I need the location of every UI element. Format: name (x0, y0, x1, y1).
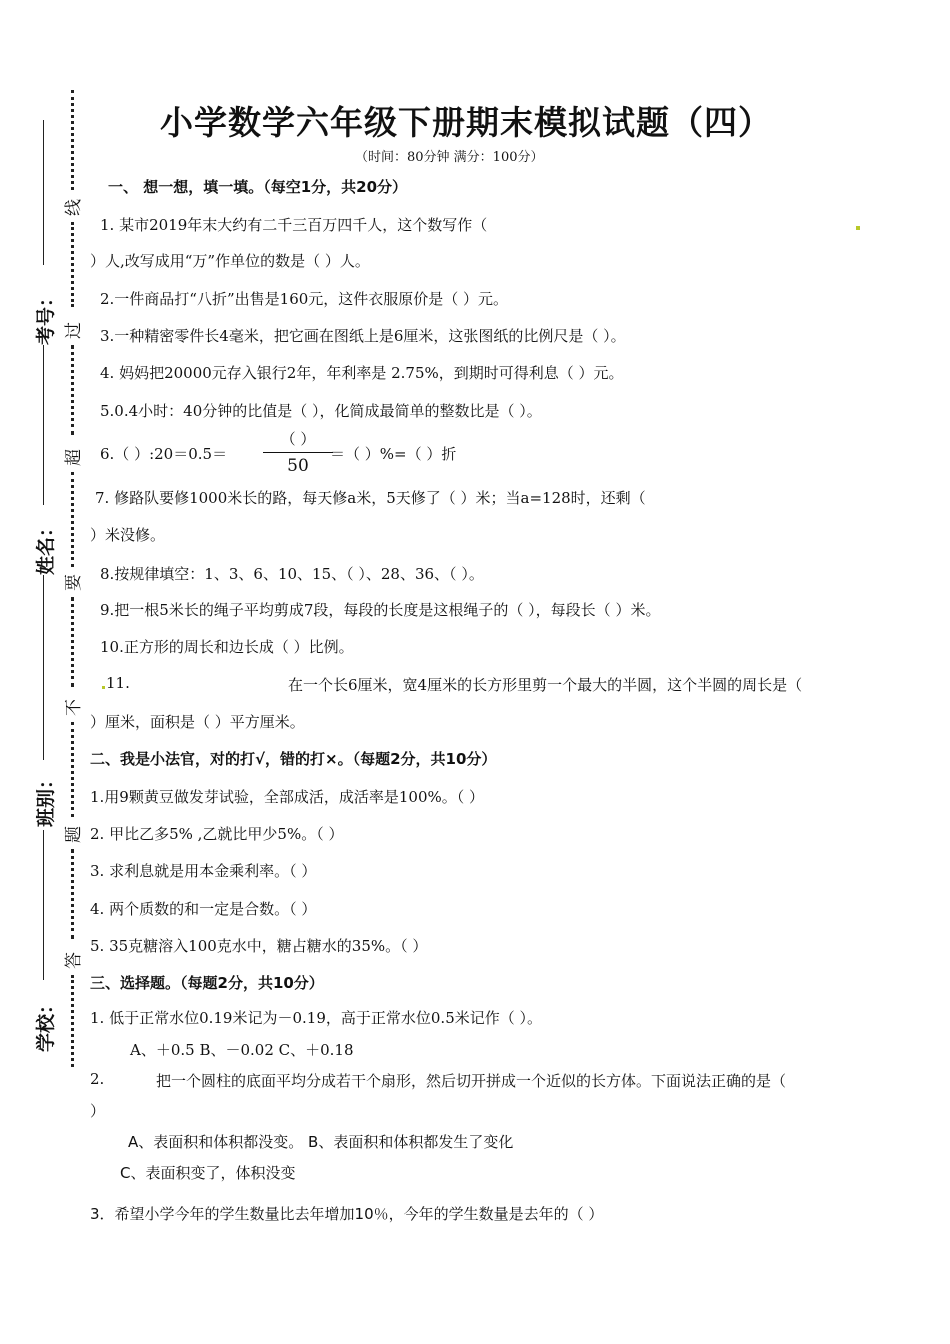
seal-char: 超 (64, 449, 84, 466)
page-title: 小学数学六年级下册期末模拟试题（四） (160, 103, 772, 142)
choice-question-1-options: A、＋0.5 B、－0.02 C、＋0.18 (130, 1041, 354, 1059)
seal-dotted-line-1 (71, 90, 74, 190)
seal-char: 过 (64, 322, 84, 339)
seal-dotted-line-5 (71, 597, 74, 687)
school-label: 学校： (35, 994, 58, 1053)
question-6-left: 6.（ ）:20＝0.5＝ (100, 445, 228, 463)
choice-question-2-option-c: C、表面积变了，体积没变 (120, 1164, 296, 1182)
decorative-dot (102, 686, 105, 689)
seal-char: 题 (64, 826, 84, 843)
question-9: 9.把一根5米长的绳子平均剪成7段，每段的长度是这根绳子的（ ），每段长（ ）米。 (100, 601, 661, 619)
question-11-line-2: ）厘米，面积是（ ）平方厘米。 (90, 713, 305, 731)
question-3: 3.一种精密零件长4毫米，把它画在图纸上是6厘米，这张图纸的比例尺是（ ）。 (100, 327, 626, 345)
question-7-line-2: ）米没修。 (90, 526, 166, 544)
name-label: 姓名： (35, 517, 58, 576)
question-11-number: 11. (106, 674, 130, 692)
question-2: 2.一件商品打“八折”出售是160元，这件衣服原价是（ ）元。 (100, 290, 509, 308)
margin-line-1 (43, 120, 44, 265)
choice-question-2-number: 2. (90, 1070, 105, 1088)
question-8: 8.按规律填空：1、3、6、10、15、（ ）、28、36、（ ）。 (100, 565, 484, 583)
section-2-heading: 二、我是小法官，对的打√，错的打×。（每题2分，共10分） (90, 750, 497, 768)
class-label: 班别： (35, 769, 58, 828)
fraction-denominator: 50 (287, 456, 309, 476)
question-6-right: ＝（ ）%=（ ）折 (330, 445, 457, 463)
question-5: 5.0.4小时：40分钟的比值是（ ），化简成最简单的整数比是（ ）。 (100, 402, 542, 420)
seal-char: 不 (64, 699, 84, 716)
seal-char: 答 (64, 952, 84, 969)
seal-dotted-line-2 (71, 222, 74, 307)
question-11-line-1: 在一个长6厘米，宽4厘米的长方形里剪一个最大的半圆，这个半圆的周长是（ (288, 676, 803, 694)
choice-question-2-options-ab: A、表面积和体积都没变。 B、表面积和体积都发生了变化 (128, 1133, 514, 1151)
question-4: 4. 妈妈把20000元存入银行2年，年利率是 2.75%，到期时可得利息（ ）元。 (100, 364, 624, 382)
section-1-heading: 一、 想一想，填一填。（每空1分，共20分） (108, 178, 408, 196)
choice-question-1: 1. 低于正常水位0.19米记为－0.19，高于正常水位0.5米记作（ ）。 (90, 1009, 543, 1027)
judge-question-2: 2. 甲比乙多5% ,乙就比甲少5%。（ ） (90, 825, 344, 843)
seal-dotted-line-3 (71, 345, 74, 435)
seal-dotted-line-4 (71, 472, 74, 567)
seal-dotted-line-8 (71, 975, 74, 1067)
decorative-dot (856, 226, 860, 230)
page-subtitle: （时间：80分钟 满分：100分） (355, 150, 544, 165)
choice-question-2-line-2: ） (90, 1102, 106, 1120)
choice-question-2-line-1: 把一个圆柱的底面平均分成若干个扇形，然后切开拼成一个近似的长方体。下面说法正确的是（ (156, 1072, 787, 1090)
question-1-line-2: ）人,改写成用“万”作单位的数是（ ）人。 (90, 252, 370, 270)
section-3-heading: 三、选择题。（每题2分，共10分） (90, 974, 324, 992)
seal-dotted-line-7 (71, 849, 74, 939)
margin-line-3 (43, 575, 44, 760)
margin-line-2 (43, 345, 44, 505)
question-1-line-1: 1. 某市2019年末大约有二千三百万四千人，这个数写作（ (100, 216, 488, 234)
exam-number-label: 考号： (35, 287, 58, 346)
fraction-bar (263, 452, 333, 453)
judge-question-5: 5. 35克糖溶入100克水中，糖占糖水的35%。（ ） (90, 937, 428, 955)
judge-question-4: 4. 两个质数的和一定是合数。（ ） (90, 900, 317, 918)
fraction-numerator: （ ） (280, 430, 316, 448)
question-6-fraction (263, 428, 333, 476)
question-10: 10.正方形的周长和边长成（ ）比例。 (100, 638, 354, 656)
seal-char: 要 (64, 574, 84, 591)
seal-char: 线 (64, 199, 84, 216)
judge-question-1: 1.用9颗黄豆做发芽试验，全部成活，成活率是100%。（ ） (90, 788, 485, 806)
choice-question-3: 3．希望小学今年的学生数量比去年增加10％，今年的学生数量是去年的（ ） (90, 1205, 604, 1223)
seal-dotted-line-6 (71, 722, 74, 817)
judge-question-3: 3. 求利息就是用本金乘利率。（ ） (90, 862, 317, 880)
margin-line-4 (43, 830, 44, 980)
question-7-line-1: 7. 修路队要修1000米长的路，每天修a米，5天修了（ ）米；当a=128时，还剩（ (95, 489, 646, 507)
